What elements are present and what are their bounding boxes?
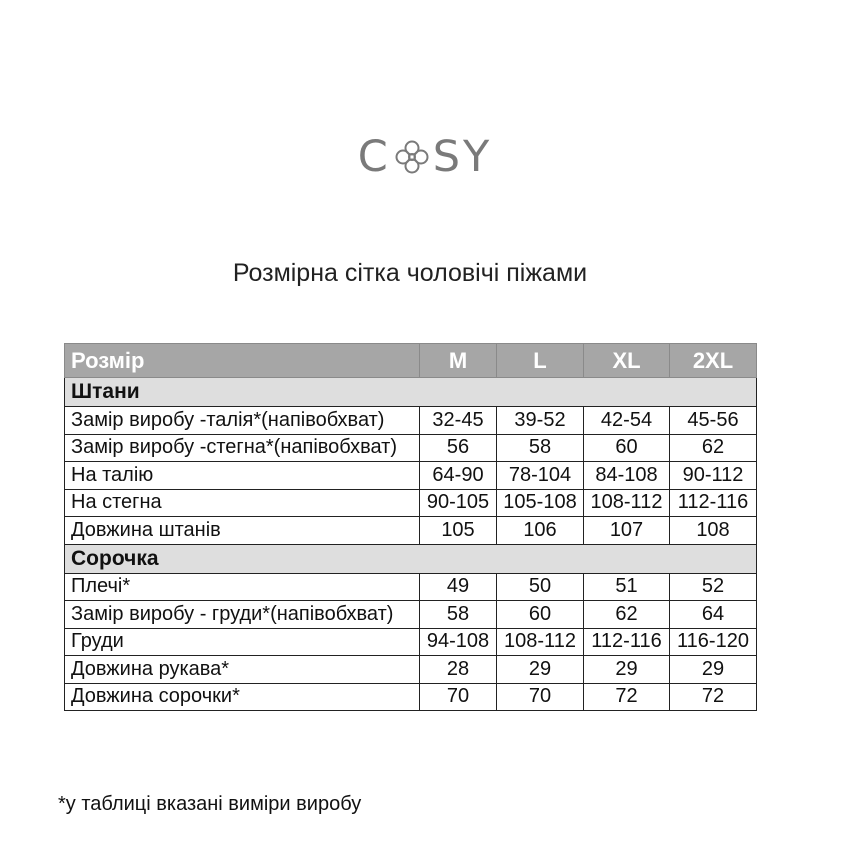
table-row bbox=[65, 462, 757, 490]
table-row bbox=[65, 407, 757, 435]
measurement-value: 70 bbox=[420, 683, 497, 711]
footnote: *у таблиці вказані виміри виробу bbox=[58, 793, 362, 815]
measurement-label: Довжина сорочки* bbox=[65, 683, 420, 711]
measurement-value: 90-105 bbox=[420, 489, 497, 517]
measurement-value: 56 bbox=[420, 434, 497, 462]
measurement-value: 29 bbox=[584, 656, 670, 684]
table-row bbox=[65, 573, 757, 601]
measurement-value: 108-112 bbox=[497, 628, 584, 656]
measurement-value: 49 bbox=[420, 573, 497, 601]
measurement-value: 62 bbox=[670, 434, 757, 462]
measurement-value: 39-52 bbox=[497, 407, 584, 435]
section-row bbox=[65, 544, 757, 573]
measurement-value: 72 bbox=[670, 683, 757, 711]
measurement-label: Замір виробу -стегна*(напівобхват) bbox=[65, 434, 420, 462]
measurement-value: 116-120 bbox=[670, 628, 757, 656]
measurement-value: 84-108 bbox=[584, 462, 670, 490]
header-size-m: M bbox=[420, 344, 497, 378]
section-title: Штани bbox=[65, 378, 757, 407]
measurement-value: 58 bbox=[497, 434, 584, 462]
header-size-xl: XL bbox=[584, 344, 670, 378]
measurement-value: 32-45 bbox=[420, 407, 497, 435]
measurement-value: 28 bbox=[420, 656, 497, 684]
table-row bbox=[65, 434, 757, 462]
measurement-label: Плечі* bbox=[65, 573, 420, 601]
measurement-label: Груди bbox=[65, 628, 420, 656]
table-header-row bbox=[65, 344, 757, 378]
measurement-value: 108-112 bbox=[584, 489, 670, 517]
measurement-label: На стегна bbox=[65, 489, 420, 517]
size-table bbox=[64, 343, 757, 711]
table-row bbox=[65, 489, 757, 517]
table-row bbox=[65, 517, 757, 545]
measurement-value: 29 bbox=[670, 656, 757, 684]
measurement-value: 64 bbox=[670, 601, 757, 629]
measurement-value: 62 bbox=[584, 601, 670, 629]
measurement-value: 112-116 bbox=[670, 489, 757, 517]
measurement-label: Довжина штанів bbox=[65, 517, 420, 545]
measurement-label: Замір виробу -талія*(напівобхват) bbox=[65, 407, 420, 435]
measurement-value: 58 bbox=[420, 601, 497, 629]
flower-icon bbox=[392, 137, 432, 177]
measurement-value: 106 bbox=[497, 517, 584, 545]
measurement-value: 94-108 bbox=[420, 628, 497, 656]
measurement-value: 78-104 bbox=[497, 462, 584, 490]
measurement-value: 107 bbox=[584, 517, 670, 545]
measurement-value: 29 bbox=[497, 656, 584, 684]
table-row bbox=[65, 683, 757, 711]
size-table-body bbox=[65, 344, 757, 711]
measurement-value: 70 bbox=[497, 683, 584, 711]
measurement-value: 108 bbox=[670, 517, 757, 545]
measurement-value: 90-112 bbox=[670, 462, 757, 490]
brand-letters-before: C bbox=[357, 132, 391, 182]
measurement-value: 60 bbox=[497, 601, 584, 629]
measurement-label: На талію bbox=[65, 462, 420, 490]
measurement-value: 112-116 bbox=[584, 628, 670, 656]
page-title: Розмірна сітка чоловічі піжами bbox=[232, 259, 588, 287]
table-row bbox=[65, 656, 757, 684]
table-row bbox=[65, 628, 757, 656]
header-size-l: L bbox=[497, 344, 584, 378]
section-row bbox=[65, 378, 757, 407]
brand-letters-after: SY bbox=[432, 132, 493, 182]
measurement-value: 42-54 bbox=[584, 407, 670, 435]
measurement-value: 60 bbox=[584, 434, 670, 462]
measurement-value: 45-56 bbox=[670, 407, 757, 435]
table-row bbox=[65, 601, 757, 629]
measurement-value: 50 bbox=[497, 573, 584, 601]
measurement-value: 52 bbox=[670, 573, 757, 601]
header-size-2xl: 2XL bbox=[670, 344, 757, 378]
measurement-value: 51 bbox=[584, 573, 670, 601]
section-title: Сорочка bbox=[65, 544, 757, 573]
measurement-value: 105-108 bbox=[497, 489, 584, 517]
measurement-label: Замір виробу - груди*(напівобхват) bbox=[65, 601, 420, 629]
header-size-label: Розмір bbox=[65, 344, 420, 378]
measurement-label: Довжина рукава* bbox=[65, 656, 420, 684]
brand-logo bbox=[0, 133, 850, 181]
measurement-value: 72 bbox=[584, 683, 670, 711]
measurement-value: 64-90 bbox=[420, 462, 497, 490]
measurement-value: 105 bbox=[420, 517, 497, 545]
